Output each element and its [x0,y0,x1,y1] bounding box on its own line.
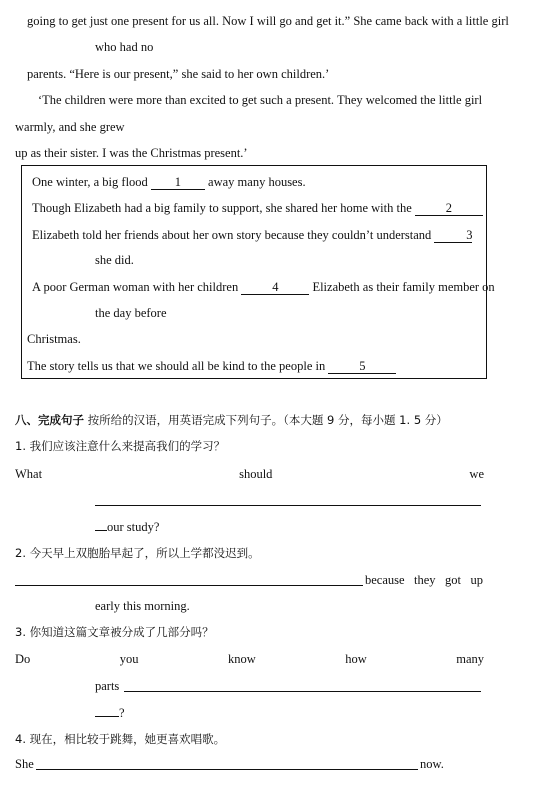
passage-line: parents. “Here is our present,” she said to her own children.’ [27,67,330,81]
summary-sentence-3-cont: she did. [95,253,134,267]
question-3-words: Do you know how many [15,652,484,666]
answer-line-2[interactable] [15,585,363,586]
question-3-prompt: 3. 你知道这篇文章被分成了几部分吗？ [15,625,214,639]
summary-box [21,165,487,379]
question-1-prompt: 1. 我们应该注意什么来提高我们的学习？ [15,439,226,453]
passage-line: who had no [95,40,154,54]
passage-line: up as their sister. I was the Christmas present.’ [15,146,248,160]
question-4-start: She [15,757,34,771]
summary-sentence-5: The story tells us that we should all be kind to the people in 5 [27,358,396,374]
blank-2[interactable]: 2 [415,202,483,216]
answer-line-4[interactable] [36,769,418,770]
blank-3[interactable]: 3 [434,229,472,243]
question-1-words: What should we [15,467,484,481]
question-2-end: early this morning. [95,599,190,613]
question-3-end: ? [95,705,125,721]
blank-4[interactable]: 4 [241,281,309,295]
answer-line-3b[interactable] [95,716,119,717]
summary-sentence-1: One winter, a big flood 1 away many houses. [32,175,306,189]
passage-line: going to get just one present for us all. Now I will go and get it.” She came back with a little girl [27,14,509,28]
question-2-prompt: 2. 今天早上双胞胎早起了，所以上学都没迟到。 [15,546,260,560]
question-4-end: now. [420,757,444,771]
section-heading: 八、完成句子 按所给的汉语，用英语完成下列句子。（本大题 9 分，每小题 1. 5 分） [15,413,448,427]
passage-line: ‘The children were more than excited to get such a present. They welcomed the little girl [38,93,483,107]
answer-line-3[interactable] [124,691,481,692]
passage-line: warmly, and she grew [15,120,125,134]
blank-5[interactable]: 5 [328,360,396,374]
summary-sentence-2: Though Elizabeth had a big family to support, she shared her home with the 2 [32,200,483,216]
blank-1[interactable]: 1 [151,176,205,190]
question-3-parts: parts [95,679,120,693]
question-4-prompt: 4. 现在，相比较于跳舞，她更喜欢唱歌。 [15,732,226,746]
summary-sentence-3: Elizabeth told her friends about her own story because they couldn’t understand 3 [32,228,473,242]
summary-sentence-4-cont: the day before [95,306,167,320]
answer-line-1b[interactable] [95,530,107,531]
question-1-end: our study? [95,519,159,535]
question-2-words: because they got up [365,573,483,587]
summary-sentence-4: A poor German woman with her children 4 Elizabeth as their family member on [32,280,495,294]
answer-line-1[interactable] [95,505,481,506]
summary-sentence-4-end: Christmas. [27,332,81,346]
